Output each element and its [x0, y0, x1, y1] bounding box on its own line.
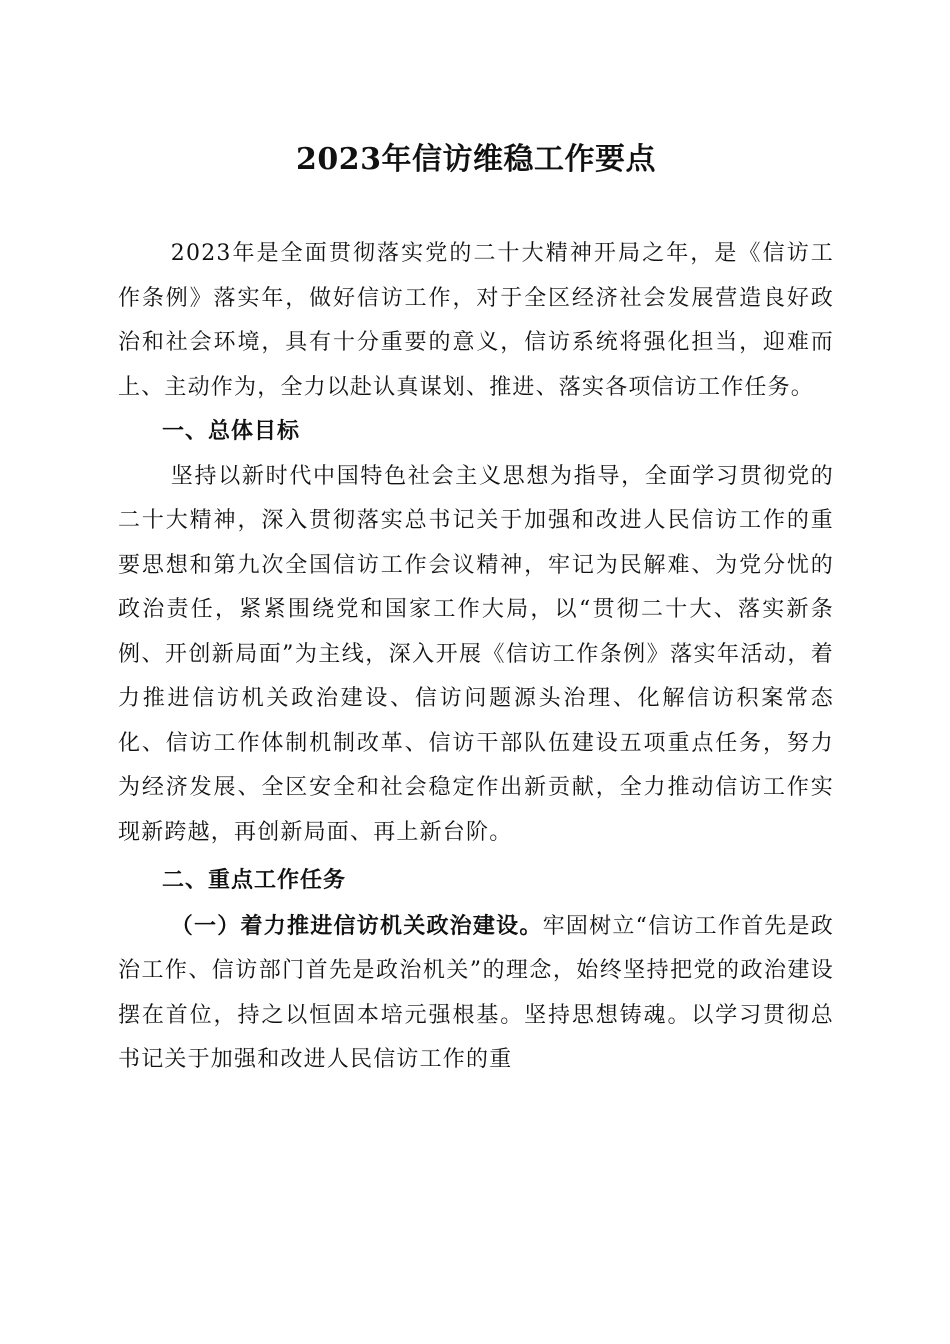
- document-title: 2023年信访维稳工作要点: [296, 142, 656, 177]
- overall-goal-paragraph: 坚持以新时代中国特色社会主义思想为指导，全面学习贯彻党的二十大精神，深入贯彻落实总书记关于加强和改进人民信访工作的重要思想和第九次全国信访工作会议精神，牢记为民解难、为党分忧的政治责任，紧紧围绕党和国家工作大局，以“贯彻二十大、落实新条例、开创新局面”为主线，深入开展《信访工作条例》落实年活动，着力推进信访机关政治建设、信访问题源头治理、化解信访积案常态化、信访工作体制机制改革、信访干部队伍建设五项重点任务，努力为经济发展、全区安全和社会稳定作出新贡献，全力推动信访工作实现新跨越，再创新局面、再上新台阶。: [118, 463, 834, 845]
- section-heading-overall-goal: 一、总体目标: [162, 419, 301, 444]
- key-task-1-body: 牢固树立“信访工作首先是政治工作、信访部门首先是政治机关”的理念，始终坚持把党的政治建设摆在首位，持之以恒固本培元强根基。坚持思想铸魂。以学习贯彻总书记关于加强和改进人民信访工作的重: [118, 913, 834, 1072]
- key-task-1-lead: （一）着力推进信访机关政治建设。: [170, 912, 543, 939]
- section-heading-key-tasks: 二、重点工作任务: [162, 868, 347, 893]
- key-task-paragraph-1: [118, 904, 834, 1083]
- document-page: [118, 130, 834, 1083]
- intro-paragraph: 2023年是全面贯彻落实党的二十大精神开局之年，是《信访工作条例》落实年，做好信访工作，对于全区经济社会发展营造良好政治和社会环境，具有十分重要的意义，信访系统将强化担当，迎难而上、主动作为，全力以赴认真谋划、推进、落实各项信访工作任务。: [118, 241, 834, 400]
